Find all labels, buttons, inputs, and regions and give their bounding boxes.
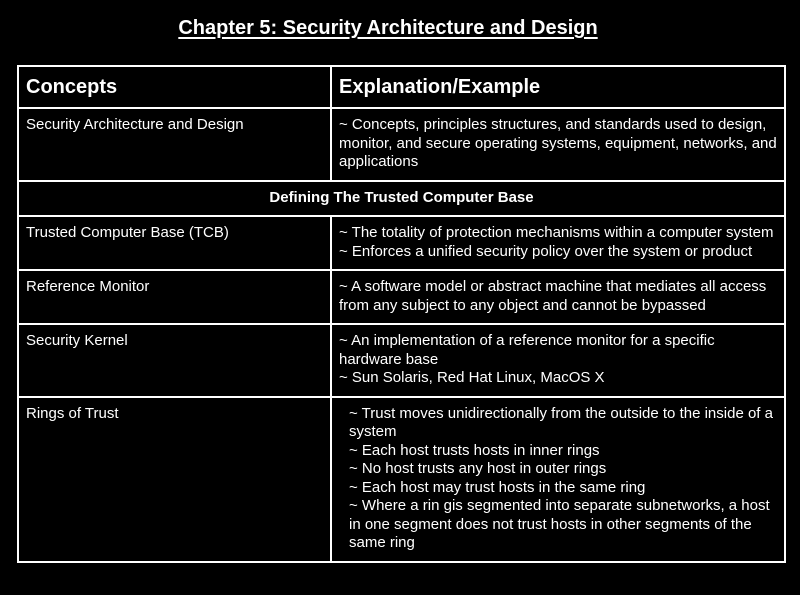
- explanation-line: ~ Enforces a unified security policy over the system or product: [339, 242, 753, 260]
- explanation-cell: [331, 324, 785, 397]
- explanation-line: ~ Trust moves unidirectionally from the outside to the inside of a system: [349, 404, 773, 440]
- header-explanation: Explanation/Example: [331, 66, 785, 108]
- explanation-line: ~ The totality of protection mechanisms within a computer system: [339, 224, 774, 241]
- concept-cell: Security Architecture and Design: [18, 108, 331, 181]
- explanation-line: ~ Where a rin gis segmented into separate subnetworks, a host in one segment does not trust hosts in other segments of the same ring: [349, 497, 770, 551]
- header-concepts: Concepts: [18, 66, 331, 108]
- section-row: [18, 181, 785, 217]
- page-title: Chapter 5: Security Architecture and Design: [178, 17, 598, 39]
- explanation-line: ~ A software model or abstract machine that mediates all access from any subject to any object and cannot be bypassed: [339, 278, 767, 314]
- table-row: [18, 324, 785, 397]
- table-header-row: [18, 66, 785, 108]
- section-heading: Defining The Trusted Computer Base: [18, 181, 785, 217]
- explanation-line: ~ An implementation of a reference monitor for a specific hardware base: [339, 332, 715, 368]
- explanation-line: ~ Concepts, principles structures, and standards used to design, monitor, and secure operating systems, equipment, networks, and applications: [339, 116, 777, 170]
- explanation-cell: [331, 270, 785, 324]
- table-row: [18, 108, 785, 181]
- explanation-cell: [331, 108, 785, 181]
- table-row: [18, 270, 785, 324]
- explanation-line: ~ Sun Solaris, Red Hat Linux, MacOS X: [339, 369, 605, 386]
- concept-cell: Reference Monitor: [18, 270, 331, 324]
- concept-cell: Security Kernel: [18, 324, 331, 397]
- table-row: [18, 397, 785, 562]
- explanation-cell: [331, 216, 785, 270]
- table-row: [18, 216, 785, 270]
- explanation-cell: [331, 397, 785, 562]
- concept-cell: Trusted Computer Base (TCB): [18, 216, 331, 270]
- explanation-line: ~ Each host may trust hosts in the same ring: [349, 478, 646, 496]
- explanation-line: ~ No host trusts any host in outer rings: [349, 460, 607, 477]
- concepts-table: [17, 65, 786, 563]
- explanation-line: ~ Each host trusts hosts in inner rings: [349, 441, 600, 459]
- concept-cell: Rings of Trust: [18, 397, 331, 562]
